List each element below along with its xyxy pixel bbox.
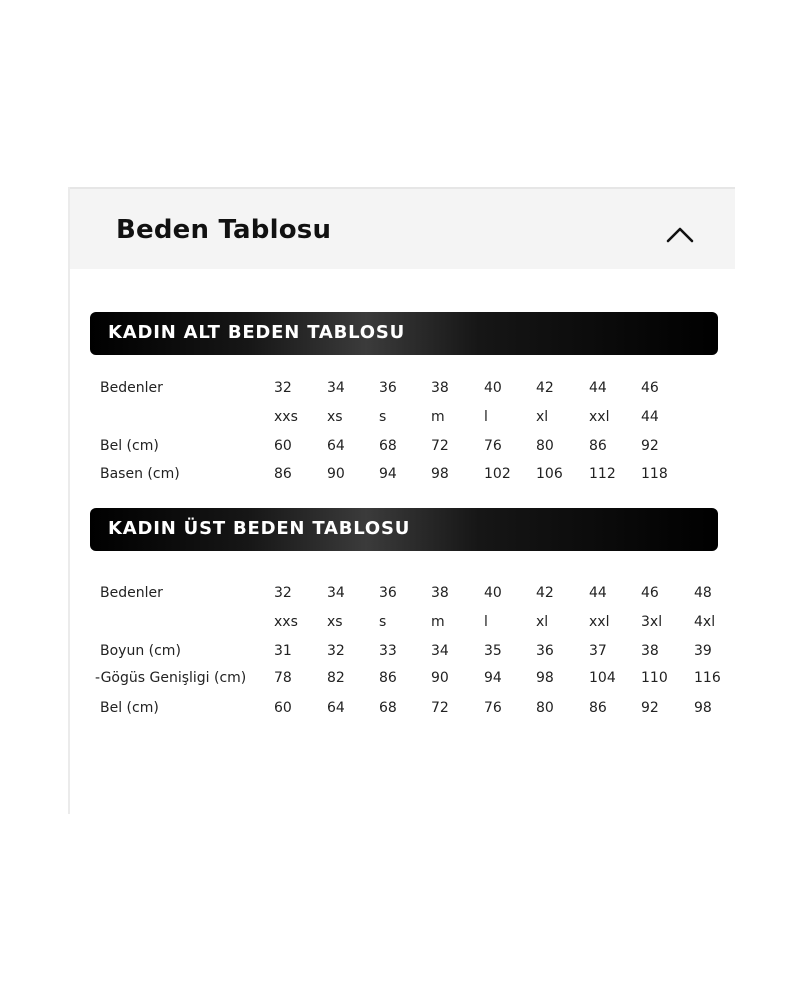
- table-cell: xxs: [274, 409, 298, 425]
- table-cell: 64: [327, 438, 345, 454]
- size-chart-panel: [68, 187, 733, 814]
- table-cell: 76: [484, 438, 502, 454]
- table-cell: 34: [327, 380, 345, 396]
- table-cell: 38: [641, 643, 659, 659]
- table-cell: 36: [379, 585, 397, 601]
- table-cell: 35: [484, 643, 502, 659]
- table-cell: 36: [379, 380, 397, 396]
- table-cell: 36: [536, 643, 554, 659]
- table-cell: 37: [589, 643, 607, 659]
- table-cell: 98: [431, 466, 449, 482]
- table-cell: 94: [379, 466, 397, 482]
- table-cell: s: [379, 614, 387, 630]
- table-cell: 32: [327, 643, 345, 659]
- table-cell: xs: [327, 614, 343, 630]
- table-cell: 60: [274, 700, 292, 716]
- table-cell: 98: [694, 700, 712, 716]
- table-cell: 86: [379, 670, 397, 686]
- table-cell: 112: [589, 466, 616, 482]
- table-cell: 33: [379, 643, 397, 659]
- row-label: Boyun (cm): [100, 643, 181, 659]
- table-cell: 48: [694, 585, 712, 601]
- table-cell: xs: [327, 409, 343, 425]
- table-cell: 32: [274, 380, 292, 396]
- table-cell: xl: [536, 409, 549, 425]
- table-cell: 68: [379, 700, 397, 716]
- table-cell: 104: [589, 670, 616, 686]
- table-cell: 40: [484, 585, 502, 601]
- table-cell: 78: [274, 670, 292, 686]
- table-cell: 34: [327, 585, 345, 601]
- top-size-table-heading: [90, 508, 718, 551]
- table-cell: 90: [431, 670, 449, 686]
- table-cell: 3xl: [641, 614, 663, 630]
- table-cell: 38: [431, 380, 449, 396]
- table-cell: 86: [589, 438, 607, 454]
- table-cell: 98: [536, 670, 554, 686]
- table-heading-text: KADIN ALT BEDEN TABLOSU: [108, 322, 406, 343]
- table-cell: 94: [484, 670, 502, 686]
- table-cell: 80: [536, 700, 554, 716]
- table-cell: 32: [274, 585, 292, 601]
- chevron-up-icon[interactable]: [662, 219, 698, 247]
- table-cell: 38: [431, 585, 449, 601]
- table-cell: 39: [694, 643, 712, 659]
- table-cell: 92: [641, 438, 659, 454]
- table-cell: l: [484, 614, 488, 630]
- table-cell: 42: [536, 585, 554, 601]
- table-cell: 118: [641, 466, 668, 482]
- table-cell: xxl: [589, 614, 610, 630]
- table-cell: 106: [536, 466, 563, 482]
- table-cell: xxs: [274, 614, 298, 630]
- table-cell: 60: [274, 438, 292, 454]
- table-cell: 92: [641, 700, 659, 716]
- table-cell: 44: [589, 380, 607, 396]
- row-label: Bel (cm): [100, 438, 159, 454]
- table-cell: 102: [484, 466, 511, 482]
- table-cell: 42: [536, 380, 554, 396]
- table-cell: xl: [536, 614, 549, 630]
- row-label: Bedenler: [100, 585, 163, 601]
- table-cell: 4xl: [694, 614, 716, 630]
- table-cell: 72: [431, 438, 449, 454]
- table-cell: 72: [431, 700, 449, 716]
- table-cell: 80: [536, 438, 554, 454]
- row-label: -Gögüs Genişligi (cm): [95, 670, 247, 686]
- table-cell: 40: [484, 380, 502, 396]
- table-cell: 34: [431, 643, 449, 659]
- table-cell: 44: [589, 585, 607, 601]
- table-heading-text: KADIN ÜST BEDEN TABLOSU: [108, 518, 411, 539]
- table-cell: 68: [379, 438, 397, 454]
- table-cell: 86: [589, 700, 607, 716]
- table-cell: 116: [694, 670, 721, 686]
- table-cell: 76: [484, 700, 502, 716]
- table-cell: 110: [641, 670, 668, 686]
- row-label: Bedenler: [100, 380, 163, 396]
- table-cell: s: [379, 409, 387, 425]
- table-cell: m: [431, 409, 445, 425]
- bottom-size-table-heading: [90, 312, 718, 355]
- table-cell: 31: [274, 643, 292, 659]
- table-cell: m: [431, 614, 445, 630]
- table-cell: 82: [327, 670, 345, 686]
- table-cell: xxl: [589, 409, 610, 425]
- row-label: Bel (cm): [100, 700, 159, 716]
- table-cell: l: [484, 409, 488, 425]
- table-cell: 46: [641, 380, 659, 396]
- page-title: Beden Tablosu: [116, 215, 332, 245]
- row-label: Basen (cm): [100, 466, 180, 482]
- table-cell: 64: [327, 700, 345, 716]
- accordion-header[interactable]: [70, 187, 735, 269]
- table-cell: 46: [641, 585, 659, 601]
- table-cell: 90: [327, 466, 345, 482]
- table-cell: 44: [641, 409, 659, 425]
- table-cell: 86: [274, 466, 292, 482]
